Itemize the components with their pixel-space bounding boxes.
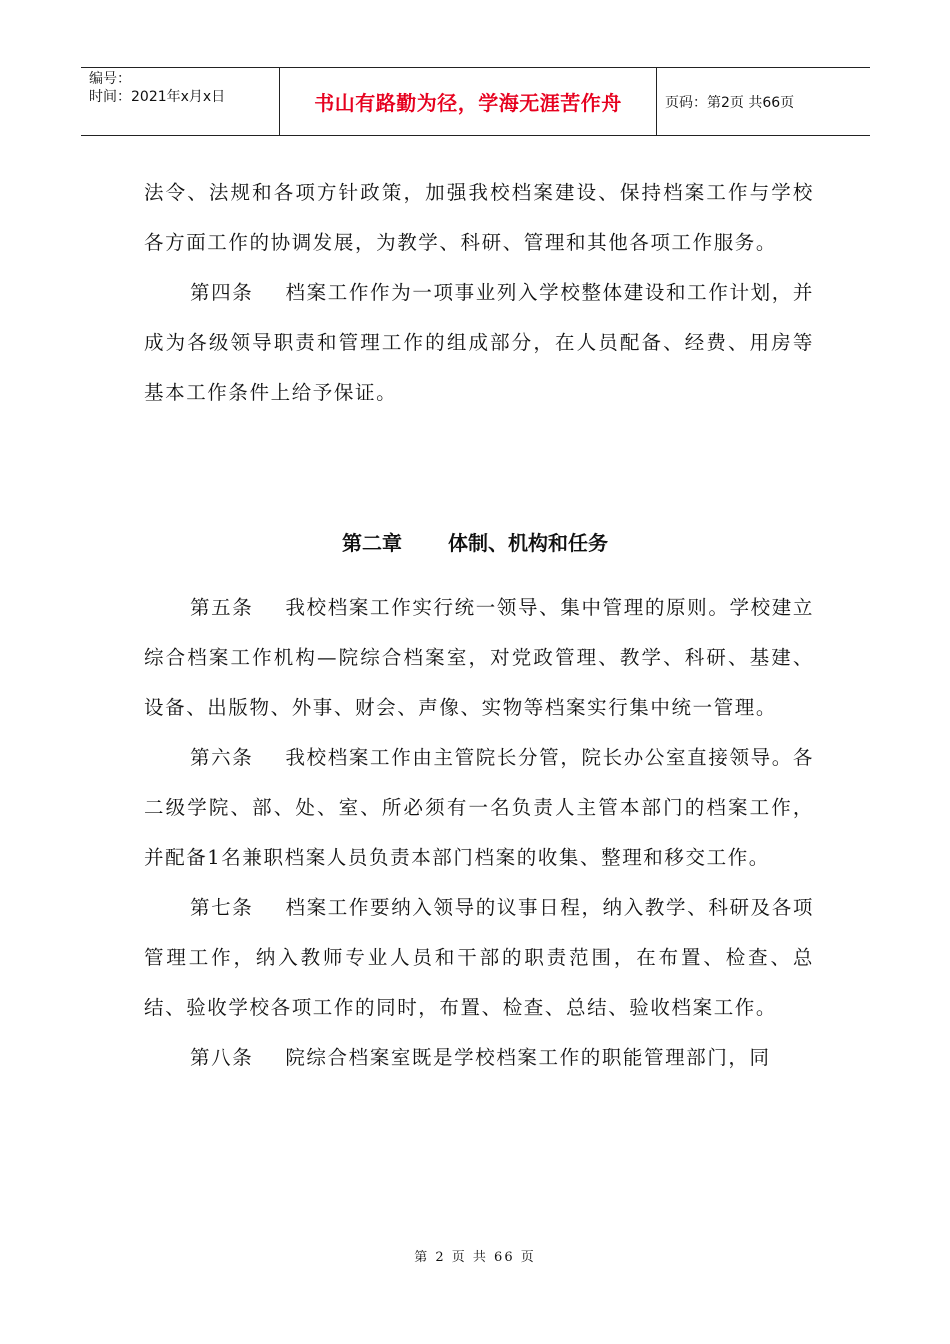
footer-page-number: 第 2 页 共 66 页 — [414, 1250, 536, 1265]
article-title: 第五条 — [190, 596, 254, 619]
article-4 — [144, 268, 814, 418]
motto-text: 书山有路勤为径，学海无涯苦作舟 — [314, 91, 622, 115]
chapter-heading — [0, 527, 950, 556]
article-text: 我校档案工作实行统一领导、集中管理的原则。学校建立综合档案工作机构—院综合档案室，对党政管理、教学、科研、基建、设备、出版物、外事、财会、声像、实物等档案实行集中统一管理。 — [144, 596, 814, 719]
article-title: 第四条 — [190, 281, 254, 304]
article-title: 第六条 — [190, 746, 254, 769]
body-section-top — [144, 168, 814, 418]
article-8 — [144, 1033, 814, 1083]
header-meta-cell — [81, 68, 280, 135]
page-footer — [0, 1246, 950, 1265]
chapter-number: 第二章 — [342, 531, 402, 555]
article-text: 院综合档案室既是学校档案工作的职能管理部门，同 — [285, 1046, 771, 1069]
header-page-cell — [657, 68, 870, 135]
date-label: 时间：2021年x月x日 — [89, 89, 226, 105]
article-text: 档案工作作为一项事业列入学校整体建设和工作计划，并成为各级领导职责和管理工作的组成部分，在人员配备、经费、用房等基本工作条件上给予保证。 — [144, 281, 814, 404]
serial-label: 编号： — [89, 71, 131, 87]
article-7 — [144, 883, 814, 1033]
page-info: 页码：第2页 共66页 — [665, 94, 795, 111]
article-title: 第八条 — [190, 1046, 254, 1069]
article-text: 档案工作要纳入领导的议事日程，纳入教学、科研及各项管理工作，纳入教师专业人员和干部的职责范围，在布置、检查、总结、验收学校各项工作的同时，布置、检查、总结、验收档案工作。 — [144, 896, 814, 1019]
chapter-title: 体制、机构和任务 — [448, 531, 608, 555]
continued-paragraph: 法令、法规和各项方针政策，加强我校档案建设、保持档案工作与学校各方面工作的协调发展，为教学、科研、管理和其他各项工作服务。 — [144, 181, 814, 254]
article-text: 我校档案工作由主管院长分管，院长办公室直接领导。各二级学院、部、处、室、所必须有一名负责人主管本部门的档案工作，并配备1名兼职档案人员负责本部门档案的收集、整理和移交工作。 — [144, 746, 814, 869]
page-header — [81, 67, 870, 136]
header-motto-cell — [280, 68, 657, 135]
body-section-articles — [144, 583, 814, 1083]
article-5 — [144, 583, 814, 733]
article-6 — [144, 733, 814, 883]
article-title: 第七条 — [190, 896, 254, 919]
